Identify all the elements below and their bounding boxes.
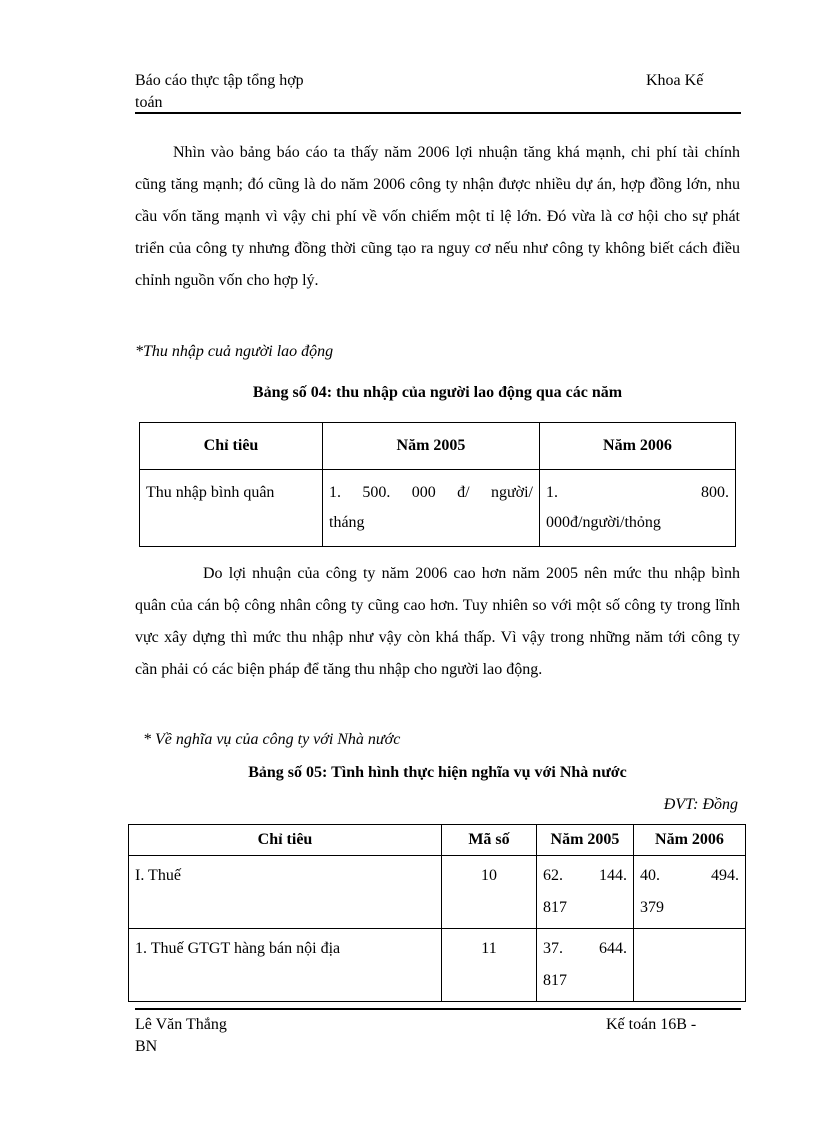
footer-author-line2: BN [135,1038,158,1055]
section-obligation-heading: * Về nghĩa vụ của công ty với Nhà nước [143,731,401,748]
table5-row2-code: 11 [442,929,537,1002]
table4-header-2005: Năm 2005 [323,423,540,470]
paragraph-2: Do lợi nhuận của công ty năm 2006 cao hơn năm 2005 nên mức thu nhập bình quân của cán bộ công nhân công ty cũng cao hơn. Tuy nhiên so với một số công ty trong lĩnh vực xây dựng thì mức thu nhập như vậy còn khá thấp. Vì vậy trong những năm tới công ty cần phải có các biện pháp để tăng thu nhập cho người lao động. [135,565,740,678]
footer-author: Lê Văn Thắng [135,1016,227,1033]
table5-row2-2006 [634,929,746,1002]
footer-right: Kế toán 16B - [606,1016,697,1033]
table4-value-2006 [540,470,736,547]
table-row [129,929,746,1002]
table5-row1-code: 10 [442,856,537,929]
table5-row1-2005-line2: 817 [543,899,567,916]
table-row [140,470,736,547]
table4-value-2005-line1: 1. 500. 000 đ/ người/ [329,484,533,501]
table5-row1-label: I. Thuế [129,856,442,929]
paragraph-1: Nhìn vào bảng báo cáo ta thấy năm 2006 lợi nhuận tăng khá mạnh, chi phí tài chính cũng tăng mạnh; đó cũng là do năm 2006 công ty nhận được nhiều dự án, hợp đồng lớn, nhu cầu vốn tăng mạnh vì vậy chi phí về vốn chiếm một tỉ lệ lớn. Đó vừa là cơ hội cho sự phát triển của công ty nhưng đồng thời cũng tạo ra nguy cơ nếu như công ty không biết cách điều chỉnh nguồn vốn cho hợp lý. [135,144,740,289]
section-income-heading: *Thu nhập cuả người lao động [135,343,334,360]
header-left [135,70,304,114]
table4-header-indicator: Chỉ tiêu [140,423,323,470]
table5-row2-2005 [537,929,634,1002]
table5-row1-2005 [537,856,634,929]
table5-header-2006: Năm 2006 [634,825,746,856]
table5-row1-2006-line1: 40. 494. [640,867,739,884]
footer-left [135,1014,227,1058]
table5-unit: ĐVT: Đồng [663,796,738,813]
table5-caption: Bảng số 05: Tình hình thực hiện nghĩa vụ với Nhà nước [248,764,627,781]
table4-value-2006-line2: 000đ/người/thỏng [546,514,661,531]
table5-row1-2006 [634,856,746,929]
table5-row1-2006-line2: 379 [640,899,664,916]
table4-value-2005 [323,470,540,547]
table4-value-2005-line2: tháng [329,514,365,531]
table4-value-2006-line1: 1. 800. [546,484,729,501]
obligation-table [128,824,746,1002]
table5-header-code: Mã số [442,825,537,856]
table5-row2-label: 1. Thuế GTGT hàng bán nội địa [129,929,442,1002]
header-right: Khoa Kế [646,72,704,89]
table5-row2-2005-line1: 37. 644. [543,940,627,957]
table5-row2-2005-line2: 817 [543,972,567,989]
header-title-line2: toán [135,94,163,111]
table5-row1-2005-line1: 62. 144. [543,867,627,884]
income-table [139,422,736,547]
table-row [129,856,746,929]
header-title-line1: Báo cáo thực tập tổng hợp [135,72,304,89]
table5-header-indicator: Chỉ tiêu [129,825,442,856]
table5-header-2005: Năm 2005 [537,825,634,856]
footer-rule [135,1008,741,1010]
header-rule [135,112,741,114]
table4-row-label: Thu nhập bình quân [140,470,323,547]
table4-header-2006: Năm 2006 [540,423,736,470]
table4-caption: Bảng số 04: thu nhập của người lao động qua các năm [252,384,623,401]
